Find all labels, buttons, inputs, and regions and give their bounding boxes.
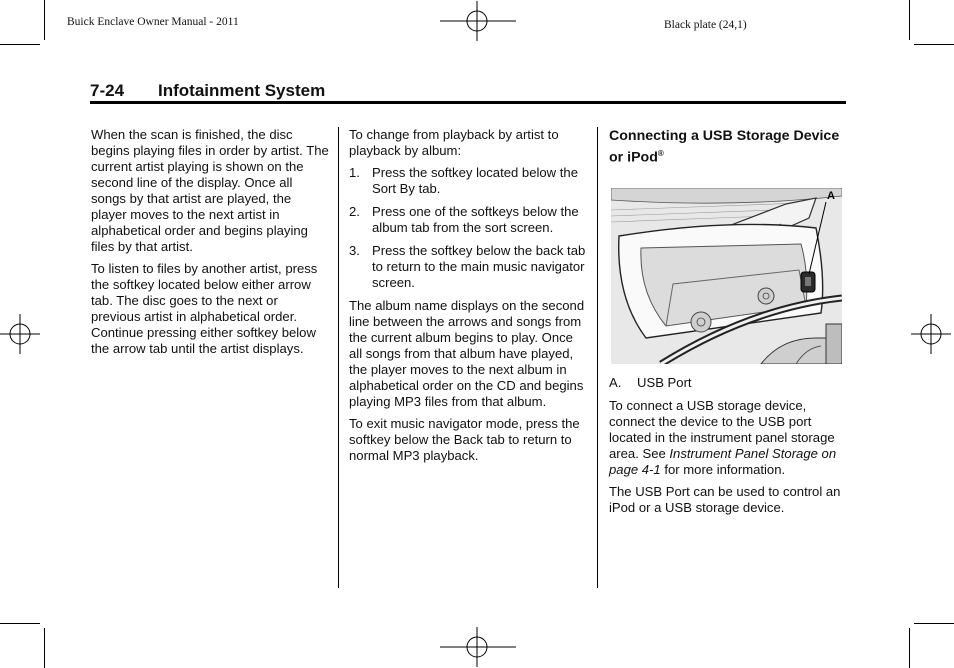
list-item	[349, 165, 589, 197]
step-number: 2.	[349, 204, 360, 219]
figure-callout-label: A	[827, 190, 835, 202]
steps-list	[349, 165, 589, 291]
column-1	[91, 127, 329, 363]
crop-mark	[909, 628, 910, 668]
subsection-heading	[609, 127, 845, 167]
step-text: Press the softkey below the back tab to return to the main music navigator screen.	[372, 243, 586, 290]
paragraph: To exit music navigator mode, press the softkey below the Back tab to return to normal MP3 playback.	[349, 416, 580, 463]
step-number: 1.	[349, 165, 360, 180]
crop-mark	[0, 623, 40, 624]
paragraph: The USB Port can be used to control an iPod or a USB storage device.	[609, 484, 841, 515]
list-item	[349, 204, 589, 236]
paragraph: To listen to files by another artist, press the softkey located below either arrow tab. The disc goes to the next or previous artist in alphabetical order. Continue pressing either softkey below the arrow tab until the artist displays.	[91, 261, 318, 356]
crop-mark	[914, 44, 954, 45]
crop-mark	[44, 628, 45, 668]
paragraph: The album name displays on the second line between the arrows and songs from the current album begins to play. Once all songs from that album have played, the player moves to the next album in alphabetical order on the CD and begins playing MP3 files from that album.	[349, 298, 585, 409]
list-item	[349, 243, 589, 291]
column-divider	[597, 127, 598, 588]
caption-text: USB Port	[637, 375, 692, 390]
caption-letter: A.	[609, 375, 622, 390]
column-3-body	[609, 398, 845, 522]
registration-mark-icon	[440, 627, 516, 667]
paragraph	[609, 398, 845, 478]
section-name: Infotainment System	[158, 81, 326, 100]
heading-text: Connecting a USB Storage Device or iPod	[609, 128, 840, 166]
registration-mark-icon	[0, 314, 40, 354]
crop-mark	[909, 0, 910, 40]
running-header-right: Black plate (24,1)	[664, 19, 747, 31]
crop-mark	[44, 0, 45, 40]
crop-mark	[914, 623, 954, 624]
registration-mark-icon	[911, 314, 951, 354]
paragraph-text: for more information.	[660, 462, 786, 477]
paragraph: To change from playback by artist to playback by album:	[349, 127, 559, 158]
usb-port-illustration	[611, 188, 842, 364]
step-text: Press one of the softkeys below the album tab from the sort screen.	[372, 204, 579, 235]
running-header-left: Buick Enclave Owner Manual - 2011	[67, 16, 239, 28]
section-title	[90, 81, 325, 101]
paragraph: When the scan is finished, the disc begins playing files in order by artist. The current artist playing is shown on the second line of the display. Once all songs by that artist are played, the player moves to the next artist in alphabetical order and begins playing files by that artist.	[91, 127, 329, 254]
step-text: Press the softkey located below the Sort By tab.	[372, 165, 578, 196]
registration-mark-icon	[440, 1, 516, 41]
crop-mark	[0, 44, 40, 45]
registered-mark: ®	[657, 149, 664, 158]
cross-reference-link[interactable]: Instrument Panel Storage on page 4‑1	[609, 446, 837, 477]
title-rule	[90, 101, 846, 104]
page-number: 7-24	[90, 81, 125, 100]
figure-caption	[609, 375, 692, 390]
paragraph-text: To connect a USB storage device, connect the device to the USB port located in the instrument panel storage area. See	[609, 398, 835, 461]
step-number: 3.	[349, 243, 360, 258]
column-3	[609, 127, 845, 167]
column-divider	[338, 127, 339, 588]
column-2	[349, 127, 589, 470]
